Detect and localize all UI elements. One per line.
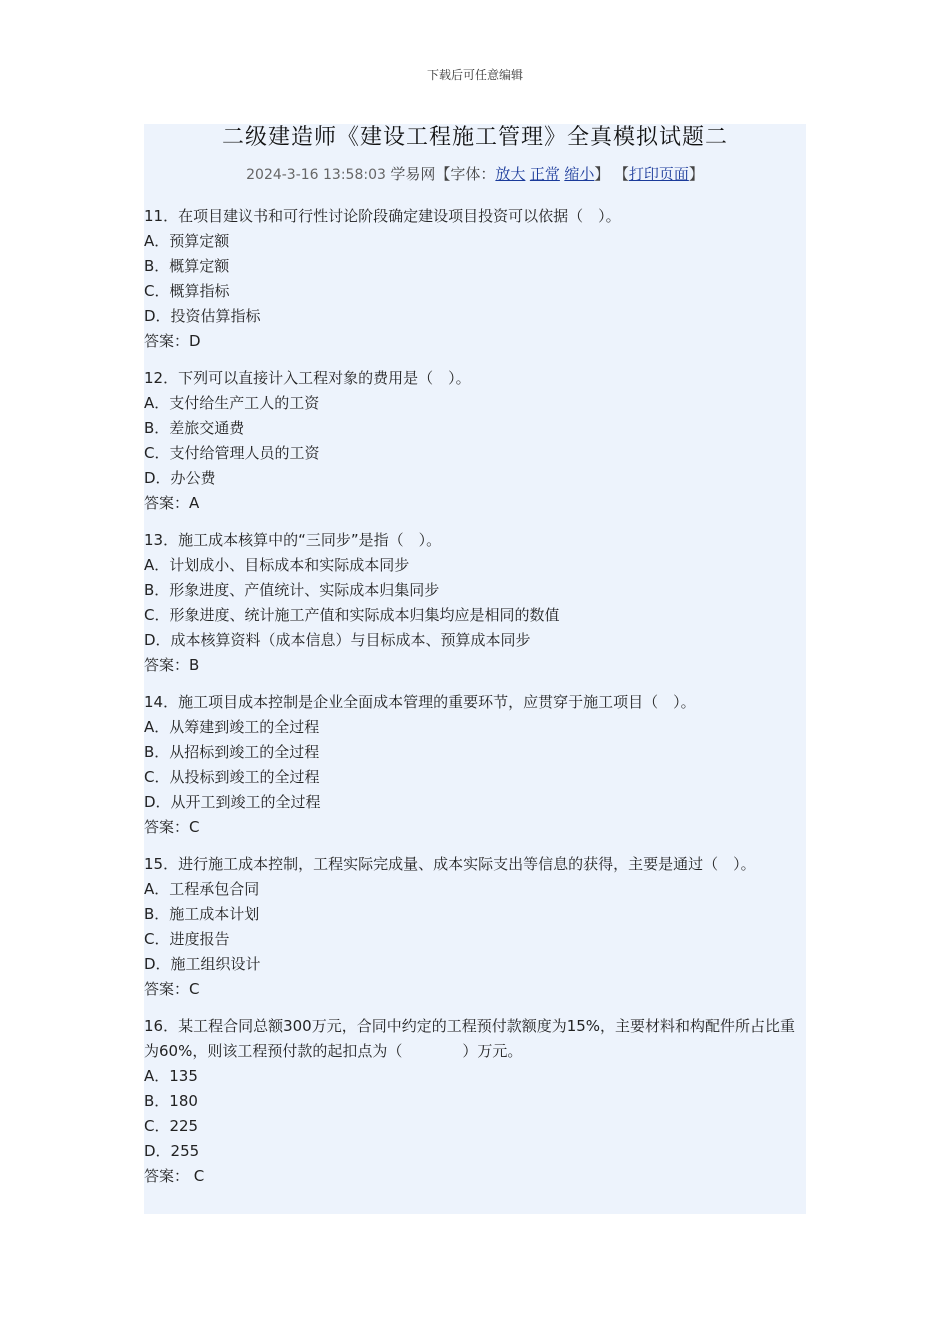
question-list — [144, 204, 806, 1189]
option-c: C．支付给管理人员的工资 — [144, 444, 320, 462]
answer: 答案：C — [144, 980, 200, 998]
option-a: A．支付给生产工人的工资 — [144, 394, 320, 412]
option-d: D．255 — [144, 1142, 200, 1160]
print-open: 【 — [613, 165, 629, 183]
font-enlarge-link[interactable]: 放大 — [495, 165, 526, 183]
option-c: C．概算指标 — [144, 282, 230, 300]
article-title: 二级建造师《建设工程施工管理》全真模拟试题二 — [221, 125, 728, 150]
article-panel — [144, 124, 806, 1214]
font-normal-link[interactable]: 正常 — [529, 165, 560, 183]
question-stem: 11．在项目建议书和可行性讨论阶段确定建设项目投资可以依据（ ）。 — [144, 207, 621, 225]
option-c: C．225 — [144, 1117, 199, 1135]
question-item — [144, 1014, 806, 1189]
option-b: B．概算定额 — [144, 257, 230, 275]
option-c: C．形象进度、统计施工产值和实际成本归集均应是相同的数值 — [144, 606, 560, 624]
print-close: 】 — [688, 165, 704, 183]
option-a: A．从筹建到竣工的全过程 — [144, 718, 320, 736]
answer: 答案：B — [144, 656, 200, 674]
question-stem: 15．进行施工成本控制，工程实际完成量、成本实际支出等信息的获得，主要是通过（ ）。 — [144, 855, 756, 873]
option-b: B．形象进度、产值统计、实际成本归集同步 — [144, 581, 440, 599]
article-meta — [144, 160, 806, 204]
option-d: D．施工组织设计 — [144, 955, 261, 973]
option-a: A．工程承包合同 — [144, 880, 260, 898]
answer: 答案：D — [144, 332, 201, 350]
font-shrink-link[interactable]: 缩小 — [564, 165, 595, 183]
option-c: C．进度报告 — [144, 930, 230, 948]
question-stem: 13．施工成本核算中的“三同步”是指（ ）。 — [144, 531, 442, 549]
option-b: B．从招标到竣工的全过程 — [144, 743, 320, 761]
option-a: A．预算定额 — [144, 232, 230, 250]
option-b: B．180 — [144, 1092, 198, 1110]
answer: 答案：C — [144, 818, 200, 836]
print-page-link[interactable]: 打印页面 — [628, 165, 689, 183]
question-item — [144, 528, 806, 678]
option-d: D．从开工到竣工的全过程 — [144, 793, 321, 811]
question-item — [144, 690, 806, 840]
question-item — [144, 852, 806, 1002]
question-stem: 16．某工程合同总额300万元，合同中约定的工程预付款额度为15%，主要材料和构配件所占比重为60%，则该工程预付款的起扣点为（ ）万元。 — [144, 1017, 796, 1060]
question-item — [144, 204, 806, 354]
question-stem: 14．施工项目成本控制是企业全面成本管理的重要环节，应贯穿于施工项目（ ）。 — [144, 693, 696, 711]
option-a: A．135 — [144, 1067, 198, 1085]
option-a: A．计划成小、目标成本和实际成本同步 — [144, 556, 410, 574]
publish-datetime: 2024-3-16 13:58:03 — [246, 167, 386, 183]
option-c: C．从投标到竣工的全过程 — [144, 768, 320, 786]
question-item — [144, 366, 806, 516]
font-size-close: 】 — [594, 165, 610, 183]
answer: 答案： C — [144, 1167, 205, 1185]
answer: 答案：A — [144, 494, 200, 512]
option-d: D．办公费 — [144, 469, 216, 487]
source-name: 学易网 — [390, 165, 436, 183]
font-size-label: 【字体： — [435, 165, 496, 183]
option-d: D．投资估算指标 — [144, 307, 261, 325]
option-d: D．成本核算资料（成本信息）与目标成本、预算成本同步 — [144, 631, 531, 649]
option-b: B．施工成本计划 — [144, 905, 260, 923]
question-stem: 12．下列可以直接计入工程对象的费用是（ ）。 — [144, 369, 471, 387]
header-note: 下载后可任意编辑 — [426, 68, 523, 82]
option-b: B．差旅交通费 — [144, 419, 245, 437]
